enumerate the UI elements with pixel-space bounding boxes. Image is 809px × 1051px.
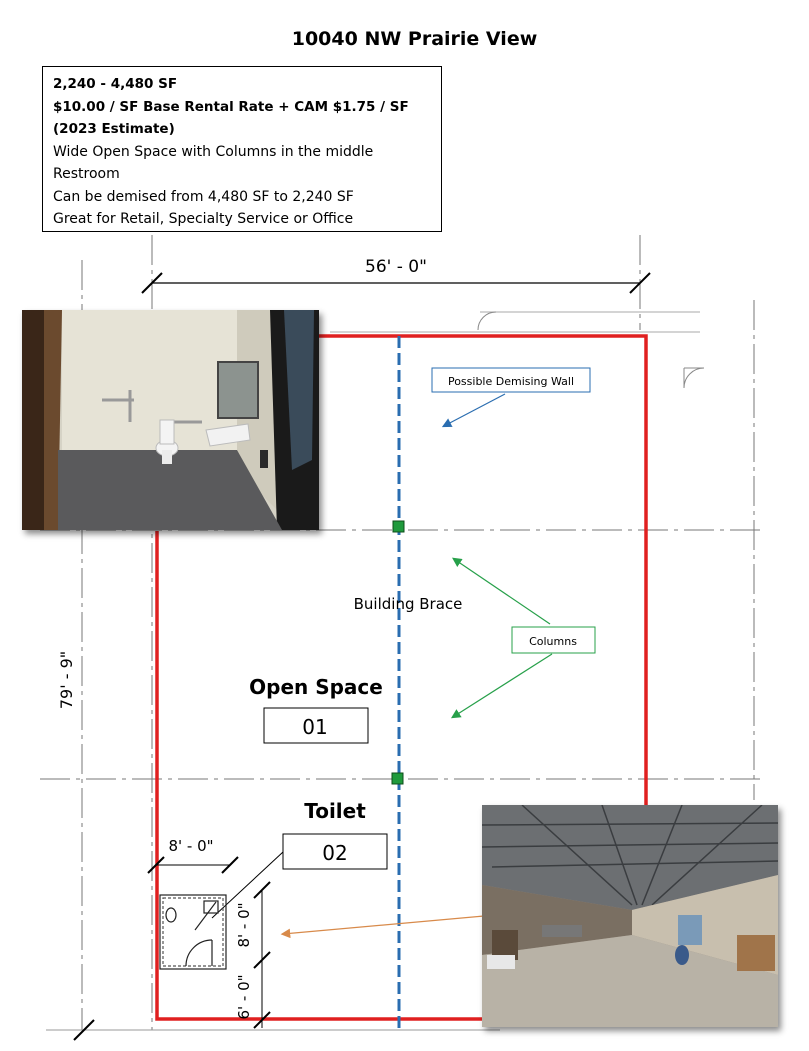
demising-arrow [444, 394, 505, 426]
toilet-height-label-2: 6' - 0" [235, 974, 253, 1020]
columns-arrow-down [453, 654, 552, 717]
warehouse-interior-photo [482, 805, 778, 1027]
columns-arrow-up [454, 559, 550, 624]
restroom-plan [160, 895, 226, 969]
room-number-02: 02 [322, 841, 348, 865]
room-name-toilet: Toilet [304, 799, 366, 823]
info-feature-restroom: Restroom [53, 166, 120, 182]
column-marker [392, 773, 403, 784]
dimension-height-label: 79' - 9" [57, 650, 76, 710]
info-feature-demising: Can be demised from 4,480 SF to 2,240 SF [53, 188, 354, 205]
columns-callout: Columns [529, 635, 577, 648]
room-name-open-space: Open Space [249, 675, 383, 699]
toilet-height-label-1: 8' - 0" [235, 902, 253, 948]
dimension-width-label: 56' - 0" [365, 257, 427, 277]
restroom-photo [22, 310, 319, 530]
column-marker [393, 521, 404, 532]
room-number-01: 01 [302, 715, 328, 739]
info-rental-rate: $10.00 / SF Base Rental Rate + CAM $1.75 / SF [53, 98, 409, 115]
info-square-footage: 2,240 - 4,480 SF [53, 76, 178, 92]
page-title: 10040 NW Prairie View [291, 28, 538, 50]
info-estimate: (2023 Estimate) [53, 121, 175, 137]
toilet-width-label: 8' - 0" [168, 837, 214, 855]
photo-pointer-arrow [283, 916, 484, 934]
building-brace-label: Building Brace [353, 595, 463, 613]
info-feature-use: Great for Retail, Specialty Service or Office [53, 211, 354, 227]
info-feature-open-space: Wide Open Space with Columns in the middle [53, 143, 374, 160]
demising-wall-callout: Possible Demising Wall [447, 375, 575, 388]
